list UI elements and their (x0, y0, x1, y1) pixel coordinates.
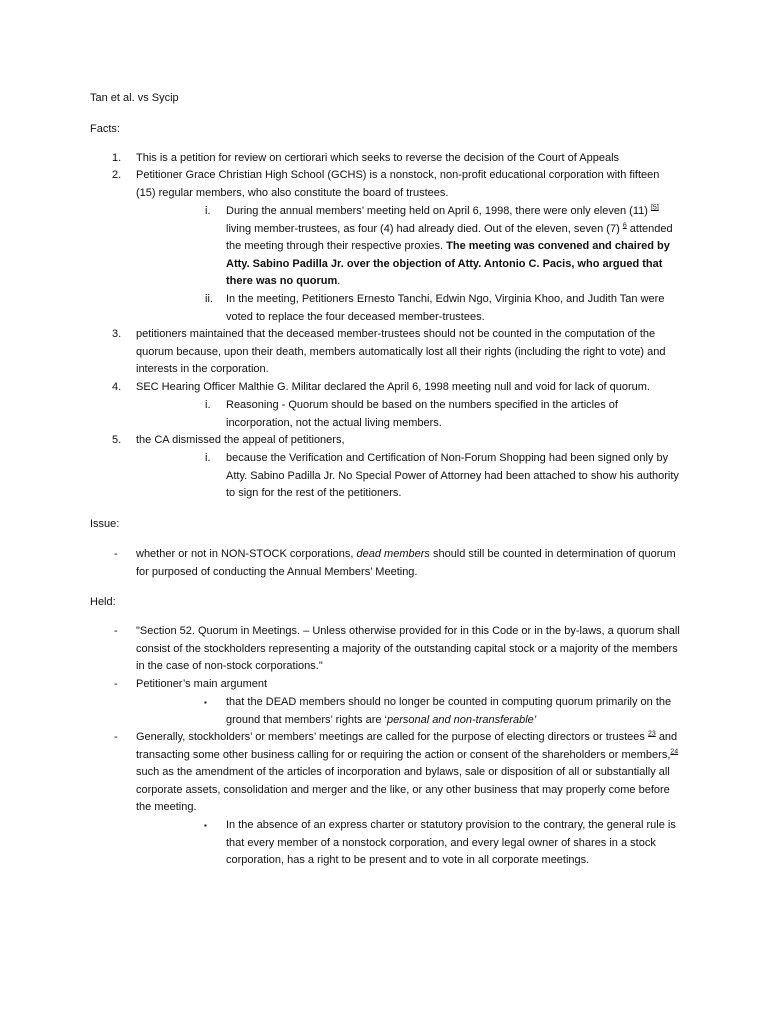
fact-5-sub-i-marker: i. (205, 452, 211, 464)
held-bullet-3-sub-marker: ▪ (204, 821, 207, 830)
held-bullet-3-text (136, 729, 681, 817)
held-bullet-2-sub-text (226, 694, 681, 729)
held-bullet-1-marker: - (114, 625, 118, 637)
held-bullet-3-marker: - (114, 731, 118, 743)
held-bullet-3-sub-text: In the absence of an express charter or statutory provision to the contrary, the general rule is that every member of a nonstock corporation, and every legal owner of shares in a stock corporation, has a right to be present and to vote in all corporate meetings. (226, 819, 676, 866)
footnote-ref-6[interactable]: 6 (622, 221, 627, 229)
issue-bullet-text (136, 546, 681, 581)
fact-2-sub-i-end: . (337, 275, 341, 287)
fact-5-text: the CA dismissed the appeal of petitioners, (136, 434, 345, 446)
issue-heading: Issue: (90, 518, 120, 530)
issue-italic: dead members (356, 548, 430, 560)
footnote-ref-5[interactable]: [5] (650, 204, 659, 212)
fact-3-number: 3. (112, 328, 122, 340)
footnote-ref-24[interactable]: 24 (670, 747, 679, 755)
held-bullet-2-sub-italic: personal and non-transferable’ (387, 713, 537, 726)
fact-2-sub-i-bold: The meeting was convened and chaired by Atty. Sabino Padilla Jr. over the objection of Atty. Antonio C. Pacis, who argued that there was no quorum (226, 240, 670, 287)
fact-2-number: 2. (112, 169, 122, 181)
held-bullet-3-part3: such as the amendment of the articles of incorporation and bylaws, sale or disposition of all or substantially all corporate assets, consolidation and merger and the like, or any other business that may properly come before the meeting. (136, 766, 670, 813)
held-bullet-2-marker: - (114, 678, 118, 690)
fact-5-number: 5. (112, 434, 122, 446)
issue-part2: should still be counted in determination of quorum for purposed of conducting the Annual Members’ Meeting. (136, 548, 676, 578)
fact-2-text: Petitioner Grace Christian High School (GCHS) is a nonstock, non-profit educational corporation with fifteen (15) regular members, who also constitute the board of trustees. (136, 169, 660, 199)
held-bullet-2-text: Petitioner’s main argument (136, 678, 268, 690)
held-bullet-2-sub-part1: that the DEAD members should no longer be counted in computing quorum primarily on the ground that members’ rights are ‘ (226, 696, 672, 726)
fact-2-sub-i-part2: living member-trustees, as four (4) had already died. Out of the eleven, seven (7) (226, 222, 620, 235)
held-bullet-3-part2: and transacting some other business calling for or requiring the action or consent of the shareholders or members, (136, 731, 678, 761)
fact-1-number: 1. (112, 152, 122, 164)
fact-4-sub-i-marker: i. (205, 399, 211, 411)
fact-4-sub-i-text: Reasoning - Quorum should be based on the numbers specified in the articles of incorporation, not the actual living members. (226, 399, 618, 429)
fact-2-sub-i-part1: During the annual members’ meeting held on April 6, 1998, there were only eleven (11) (226, 205, 648, 217)
issue-bullet-marker: - (114, 548, 118, 560)
issue-part1: whether or not in NON-STOCK corporations, (136, 548, 354, 560)
fact-2-sub-ii-text: In the meeting, Petitioners Ernesto Tanchi, Edwin Ngo, Virginia Khoo, and Judith Tan were voted to replace the four deceased member-trustees. (226, 293, 665, 323)
footnote-ref-23[interactable]: 23 (647, 730, 656, 738)
held-heading: Held: (90, 596, 116, 608)
fact-3-text: petitioners maintained that the deceased member-trustees should not be counted in the computation of the quorum because, upon their death, members automatically lost all their rights (including the right to vote) and interests in the corporation. (136, 328, 666, 375)
fact-2-sub-i-part3: attended the meeting through their respective proxies. (226, 222, 673, 252)
fact-5-sub-i-text: because the Verification and Certification of Non-Forum Shopping had been signed only by Atty. Sabino Padilla Jr. No Special Power of Attorney had been attached to show his authority to sign for the rest of the petitioners. (226, 452, 679, 499)
held-bullet-3-part1: Generally, stockholders’ or members’ meetings are called for the purpose of electing directors or trustees (136, 731, 645, 743)
held-bullet-1-text: "Section 52. Quorum in Meetings. – Unless otherwise provided for in this Code or in the by-laws, a quorum shall consist of the stockholders representing a majority of the outstanding capital stock or a majority of the members in the case of non-stock corporations." (136, 625, 680, 672)
facts-heading: Facts: (90, 123, 120, 135)
fact-2-sub-i-text (226, 203, 681, 291)
fact-4-number: 4. (112, 381, 122, 393)
held-bullet-2-sub-marker: ▪ (204, 698, 207, 707)
fact-2-sub-ii-marker: ii. (205, 293, 213, 305)
fact-1-text: This is a petition for review on certiorari which seeks to reverse the decision of the Court of Appeals (136, 152, 620, 164)
document-title: Tan et al. vs Sycip (90, 92, 179, 104)
fact-4-text: SEC Hearing Officer Malthie G. Militar declared the April 6, 1998 meeting null and void for lack of quorum. (136, 381, 650, 393)
fact-2-sub-i-marker: i. (205, 205, 211, 217)
